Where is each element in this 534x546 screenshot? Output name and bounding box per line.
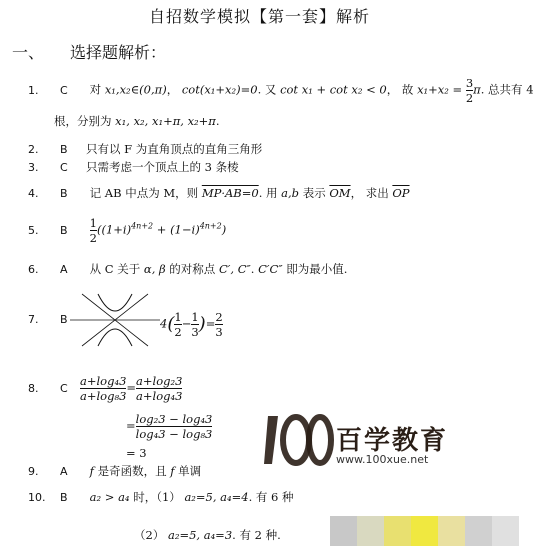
strip-block <box>330 516 357 546</box>
denominator: 3 <box>215 325 223 339</box>
item-answer: B <box>60 313 68 326</box>
item-answer: A <box>60 263 68 276</box>
strip-block <box>438 516 465 546</box>
item-answer: C <box>60 161 68 174</box>
denominator: 2 <box>174 325 182 339</box>
exponent: 4n+2 <box>199 221 222 231</box>
item-3 <box>28 160 239 175</box>
math: a₂=5, a₄=4 <box>184 490 249 504</box>
section-title: 选择题解析： <box>70 43 167 62</box>
math: cot x₁ + cot x₂ < 0 <box>280 82 387 97</box>
item-4 <box>28 186 410 201</box>
lower-branch <box>98 329 132 346</box>
math: ((1+i) <box>96 222 132 237</box>
text: 从 C 关于 <box>89 262 144 276</box>
item-8-row-1 <box>80 374 182 403</box>
text: 只有以 F 为直角顶点的直角三角形 <box>86 142 263 156</box>
text: 根，分别为 <box>54 114 116 128</box>
math: = <box>205 316 216 331</box>
item-8 <box>28 381 86 396</box>
strip-block <box>411 516 438 546</box>
item-10-line-2 <box>134 528 281 542</box>
fraction <box>136 412 213 441</box>
section-number: 一、 <box>12 43 45 62</box>
item-10 <box>28 490 294 505</box>
item-9 <box>28 464 201 479</box>
text: （2） <box>134 528 168 542</box>
numerator: 1 <box>89 216 97 230</box>
text: ， 求出 <box>350 186 393 200</box>
math: α, β <box>143 262 166 276</box>
text: . 又 <box>257 82 281 97</box>
text: . 有 6 种 <box>248 490 294 504</box>
item-8-row-3: = 3 <box>126 446 147 460</box>
denominator: a+log₈3 <box>80 389 127 403</box>
numerator: log₂3 − log₄3 <box>135 412 213 426</box>
logo-url: www.100xue.net <box>336 453 429 466</box>
math: x₁,x₂∈(0,π) <box>104 82 167 97</box>
math: C′, C″ <box>218 262 251 276</box>
item-number: 1. <box>28 83 39 97</box>
denominator: log₄3 − log₈3 <box>135 427 213 441</box>
fraction <box>191 310 198 339</box>
text: 时，（1） <box>129 490 185 504</box>
math: a₂=5, a₄=3 <box>167 528 233 542</box>
math: ) <box>221 222 227 237</box>
upper-branch <box>98 294 132 311</box>
item-answer: A <box>60 465 68 478</box>
denominator: 2 <box>465 91 474 105</box>
math: − <box>181 316 192 331</box>
fraction <box>90 216 97 245</box>
item-number: 6. <box>28 263 39 276</box>
math: = <box>126 418 136 433</box>
item-answer: B <box>60 143 68 156</box>
logo-name: 百学教育 <box>336 426 449 456</box>
fraction <box>174 310 181 339</box>
item-6 <box>28 262 347 277</box>
numerator: a+log₄3 <box>80 374 127 388</box>
math: x₁, x₂, x₁+π, x₂+π <box>115 114 216 128</box>
math: f <box>170 464 175 478</box>
numerator: 3 <box>465 76 474 90</box>
math: a₂ > a₄ <box>89 490 130 504</box>
numerator: a+log₂3 <box>136 374 183 388</box>
logo-mark-100 <box>262 412 334 468</box>
item-answer: C <box>60 83 68 97</box>
fraction <box>215 310 222 339</box>
item-number: 9. <box>28 465 39 478</box>
numerator: 2 <box>215 310 223 324</box>
text: 单调 <box>174 464 202 478</box>
item-number: 10. <box>28 491 46 504</box>
text: . <box>215 114 220 128</box>
item-1 <box>28 76 534 105</box>
hyperbola-figure <box>70 288 160 352</box>
item-answer: B <box>60 491 68 504</box>
section-heading <box>12 40 166 63</box>
item-answer: B <box>60 223 68 237</box>
denominator: 3 <box>191 325 199 339</box>
denominator: a+log₄3 <box>136 389 183 403</box>
text: 表示 <box>299 186 330 200</box>
text: . 总共有 4 <box>480 82 534 97</box>
text: . 有 2 种. <box>232 528 281 542</box>
item-8-row-2 <box>126 412 212 441</box>
math: = <box>126 380 137 395</box>
fraction <box>136 374 182 403</box>
strip-block <box>357 516 384 546</box>
color-strip <box>330 516 519 546</box>
item-number: 7. <box>28 313 39 326</box>
text: 是奇函数，且 <box>93 464 171 478</box>
exponent: 4n+2 <box>131 221 154 231</box>
item-answer: C <box>60 382 68 395</box>
math: f <box>89 464 94 478</box>
item-7-expr <box>160 310 223 339</box>
item-answer: B <box>60 187 68 200</box>
text: . 用 <box>258 186 282 200</box>
page-title: 自招数学模拟【第一套】解析 <box>148 7 370 26</box>
math: $\overline{OM}$ <box>329 186 351 200</box>
text: ， <box>166 82 182 97</box>
numerator: 1 <box>191 310 199 324</box>
paren-close: ) <box>198 313 206 335</box>
text: ， 故 <box>386 82 418 97</box>
math: x₁+x₂ = <box>417 82 463 97</box>
text: 记 AB 中点为 M，则 <box>89 186 202 200</box>
math: π <box>473 82 481 97</box>
item-1-line-2 <box>54 114 220 128</box>
text: 的对称点 <box>165 262 219 276</box>
math: a,b <box>281 186 300 200</box>
paren-open: ( <box>167 313 175 335</box>
item-number: 8. <box>28 382 39 395</box>
math: cot(x₁+x₂)=0 <box>181 82 258 97</box>
item-number: 2. <box>28 143 39 156</box>
denominator: 2 <box>89 231 97 245</box>
math: 4 <box>160 316 168 331</box>
math: + (1−i) <box>153 222 200 237</box>
numerator: 1 <box>174 310 182 324</box>
strip-block <box>384 516 411 546</box>
item-number: 3. <box>28 161 39 174</box>
math: $\overline{OP}$ <box>392 186 410 200</box>
text: 对 <box>89 82 105 97</box>
fraction <box>80 374 126 403</box>
item-number: 5. <box>28 223 39 237</box>
text: 即为最小值. <box>282 262 348 276</box>
item-2 <box>28 142 262 157</box>
math: C′C″ <box>258 262 283 276</box>
text: 只需考虑一个顶点上的 3 条棱 <box>86 160 239 174</box>
math: MP·AB=0 <box>201 186 259 200</box>
item-5 <box>28 216 226 245</box>
strip-block <box>465 516 492 546</box>
item-number: 4. <box>28 187 39 200</box>
strip-block <box>492 516 519 546</box>
text: . <box>250 262 259 276</box>
